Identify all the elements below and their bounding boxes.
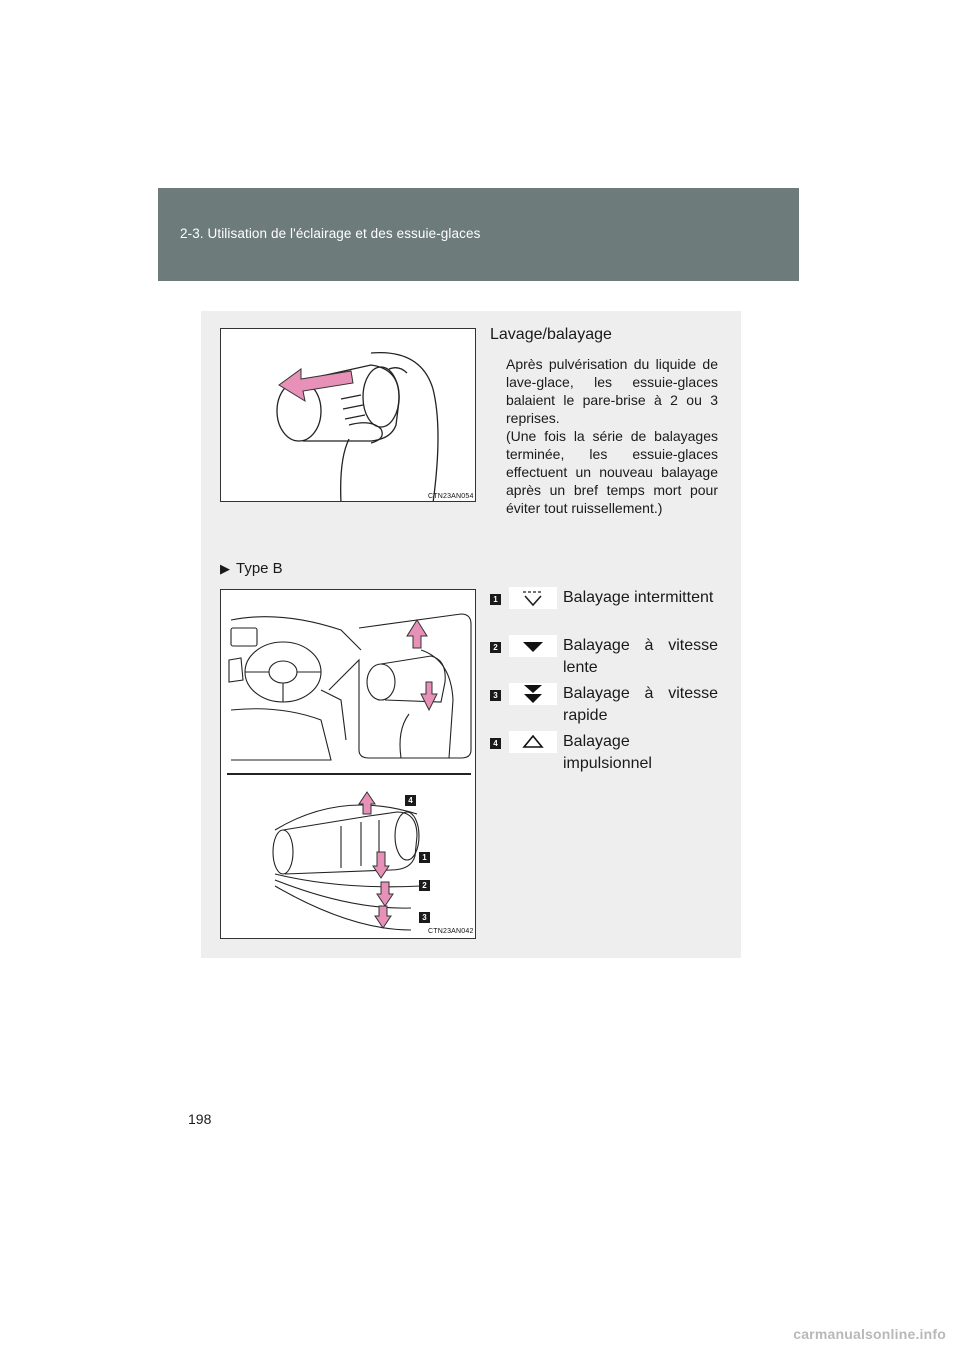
- header-band: [158, 188, 799, 281]
- wash-title: Lavage/balayage: [490, 326, 612, 343]
- type-b-label: Type B: [236, 560, 283, 577]
- item-number: 2: [490, 642, 501, 653]
- wash-lever-illustration: [220, 328, 476, 502]
- chevron-up-outline-icon: [509, 731, 557, 753]
- wash-paragraph-1: Après pulvérisation du liquide de lave-glace, les essuie-glaces balaient le pare-brise à 2 ou 3 reprises.: [506, 356, 718, 426]
- item-number: 4: [490, 738, 501, 749]
- callout-2: 2: [419, 880, 430, 891]
- item-number: 3: [490, 690, 501, 701]
- content-panel: [201, 311, 741, 958]
- callout-3: 3: [419, 912, 430, 923]
- wash-description: [506, 355, 718, 517]
- item-number: 1: [490, 594, 501, 605]
- wash-paragraph-2: (Une fois la série de balayages terminée, les essuie-glaces effectuent un nouveau balayage après un bref temps mort pour éviter tout ruissellement.): [506, 428, 718, 516]
- triangle-marker-icon: ▶: [220, 561, 230, 576]
- item-label: Balayage intermittent: [563, 589, 714, 606]
- double-chevron-down-icon: [509, 683, 557, 705]
- page-number: 198: [188, 1111, 212, 1127]
- type-b-heading: [220, 560, 283, 577]
- item-label: Balayage à vitesse lente: [563, 637, 718, 676]
- callout-1: 1: [419, 852, 430, 863]
- figure-code: CTN23AN054: [428, 493, 474, 500]
- section-title: 2-3. Utilisation de l'éclairage et des essuie-glaces: [180, 226, 481, 241]
- wash-lever-drawing: [221, 329, 476, 502]
- item-label: Balayage impulsionnel: [563, 733, 652, 772]
- intermittent-wiper-icon: [509, 587, 557, 609]
- figure-code: CTN23AN042: [428, 928, 474, 935]
- callout-4: 4: [405, 795, 416, 806]
- type-b-lever-illustration: [220, 589, 476, 939]
- single-chevron-down-icon: [509, 635, 557, 657]
- watermark: carmanualsonline.info: [793, 1326, 946, 1342]
- item-label: Balayage à vitesse rapide: [563, 685, 718, 724]
- type-b-lever-drawing: [221, 590, 476, 939]
